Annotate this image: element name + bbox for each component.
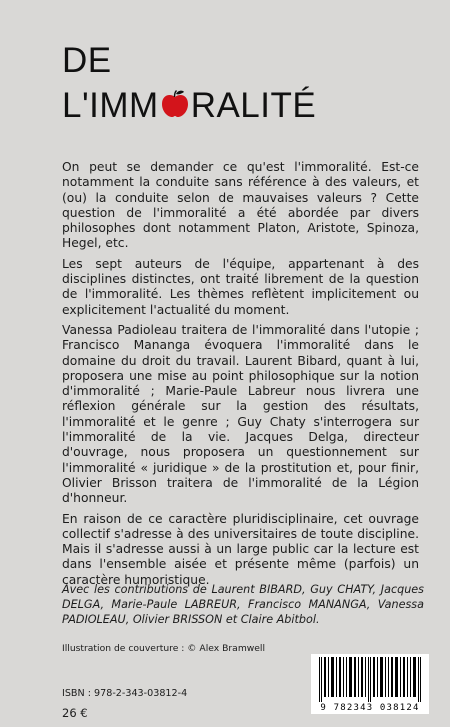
blurb-paragraph: On peut se demander ce qu'est l'immoralité. Est-ce notamment la conduite sans référence à des valeurs, et (ou) la conduite selon de mauvaises valeurs ? Cette question de l'immoralité a été abordée par divers philosophes dont notamment Platon, Aristote, Spinoza, Hegel, etc.	[62, 160, 419, 251]
blurb-paragraph: Les sept auteurs de l'équipe, appartenant à des disciplines distinctes, ont traité librement de la question de l'immoralité. Les thèmes reflètent implicitement ou explicitement l'actualité du moment.	[62, 256, 419, 317]
barcode-digits: 9 782343 038124	[311, 703, 429, 713]
apple-icon	[160, 89, 190, 118]
illustration-credit: Illustration de couverture : © Alex Bramwell	[62, 643, 266, 654]
title-line-2-start: L'IMM	[62, 86, 159, 125]
barcode	[311, 654, 429, 714]
blurb-paragraph: Vanessa Padioleau traitera de l'immoralité dans l'utopie ; Francisco Mananga évoquera l'immoralité dans le domaine du droit du travail. Laurent Bibard, quant à lui, proposera une mise au point philosophique sur la notion d'immoralité ; Marie-Paule Labreur nous livrera une réflexion générale sur la gestion des résultats, l'immoralité et le genre ; Guy Chaty s'interrogera sur l'immoralité de la vie. Jacques Delga, directeur d'ouvrage, nous proposera un questionnement sur l'immoralité « juridique » de la prostitution et, pour finir, Olivier Brisson traitera de l'immoralité de la Légion d'honneur.	[62, 322, 419, 506]
contributors: Avec les contributions de Laurent BIBARD, Guy CHATY, Jacques DELGA, Marie-Paule LABREUR, Francisco MANANGA, Vanessa PADIOLEAU, Olivier BRISSON et Claire Abitbol.	[62, 583, 424, 626]
title-line-2-end: RALITÉ	[190, 86, 317, 125]
barcode-bars	[311, 654, 429, 702]
title-line-1: DE	[62, 41, 112, 80]
blurb	[62, 160, 419, 593]
price: 26 €	[62, 706, 88, 720]
blurb-paragraph: En raison de ce caractère pluridisciplinaire, cet ouvrage collectif s'adresse à des universitaires de toute discipline. Mais il s'adresse aussi à un large public car la lecture est dans l'ensemble aisée et présente même (parfois) un caractère humoristique.	[62, 511, 419, 587]
title-line-2	[62, 88, 316, 123]
isbn: ISBN : 978-2-343-03812-4	[62, 688, 188, 699]
